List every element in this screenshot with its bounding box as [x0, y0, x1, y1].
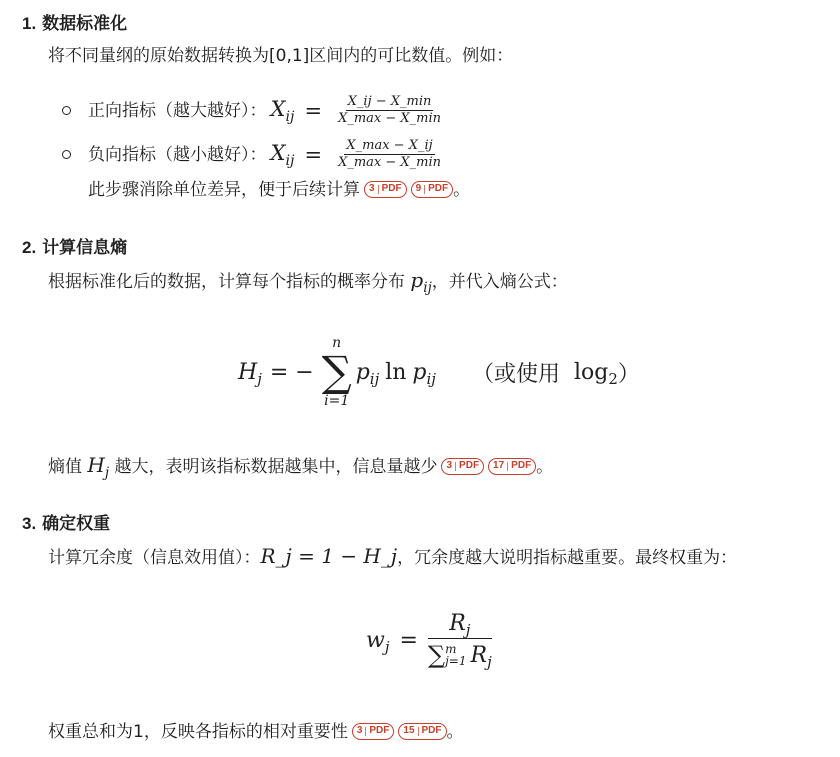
weight-fraction [428, 611, 492, 669]
section-3-note [48, 720, 464, 744]
sum-symbol: ∑ [321, 347, 352, 396]
bullet-negative-label: 负向指标（越小越好）： [88, 144, 267, 165]
entropy-eq: = − [269, 359, 314, 385]
citation-separator [507, 462, 508, 471]
weight-denominator [428, 639, 492, 669]
citation-separator [424, 185, 425, 194]
section-3-intro-text-end: ，冗余度越大说明指标越重要。最终权重为： [397, 548, 738, 568]
log-note-close: ） [617, 361, 640, 387]
sum-lower: i=1 [324, 393, 350, 409]
section-2-heading [22, 233, 127, 258]
section-2-note [48, 453, 553, 480]
entropy-variable: $H_j$ [87, 453, 110, 481]
citation-badge[interactable]: 9 PDF [411, 181, 454, 198]
section-1-note-text: 此步骤消除单位差异，便于后续计算 [88, 180, 360, 200]
section-3-intro-text: 计算冗余度（信息效用值）： [48, 548, 261, 568]
log-note: $\log_2$ [573, 359, 618, 388]
bullet-negative-eq: = [304, 142, 323, 167]
bullet-positive-label: 正向指标（越大越好）： [88, 100, 267, 121]
weight-numerator: $R_j$ [428, 611, 492, 639]
denominator-sum-symbol: ∑ [427, 641, 446, 669]
citation-separator [378, 185, 379, 194]
citation-separator [418, 727, 419, 736]
section-2-number: 2. [22, 238, 37, 257]
citation-separator [365, 727, 366, 736]
sum-upper: n [332, 335, 342, 351]
citation-badge[interactable]: 3 PDF [441, 458, 484, 475]
probability-variable: $p_{ij}$ [410, 268, 432, 296]
entropy-term: $p_{ij}$ [355, 359, 380, 388]
section-1-number: 1. [22, 14, 37, 33]
redundancy-formula: R_j = 1 − H_j [260, 544, 398, 568]
weight-lhs: $w_j$ [366, 627, 390, 656]
denominator-sum-limits [445, 643, 466, 667]
section-2-intro-text-end: ，并代入熵公式： [431, 272, 568, 292]
section-1-heading [22, 9, 127, 34]
bullet-negative-lhs: $X_{ij}$ [270, 141, 295, 169]
sentence-end: 。 [536, 457, 554, 477]
citation-separator [455, 462, 456, 471]
section-3-title: 确定权重 [42, 514, 111, 534]
section-2-note-text: 熵值 [48, 457, 82, 477]
bullet-positive-fraction [336, 95, 443, 126]
section-1-note [88, 178, 470, 202]
section-3-intro [48, 544, 737, 570]
section-1-title: 数据标准化 [42, 14, 128, 34]
citation-badge[interactable]: 3 PDF [352, 723, 395, 740]
citation-badge[interactable]: 15 PDF [398, 723, 446, 740]
ln-operator: ln [385, 359, 407, 385]
bullet-negative-indicator [62, 139, 443, 170]
entropy-term-2: $p_{ij}$ [412, 359, 436, 388]
sentence-end: 。 [453, 180, 471, 200]
bullet-circle-icon [62, 150, 71, 159]
entropy-formula [238, 333, 640, 411]
fraction-numerator: X_ij − X_min [347, 94, 432, 109]
bullet-positive-indicator [62, 95, 443, 126]
denominator-body: $R_j$ [470, 642, 492, 671]
denominator-lower: j=1 [445, 654, 467, 668]
bullet-positive-lhs: $X_{ij}$ [270, 97, 295, 125]
bullet-circle-icon [62, 106, 71, 115]
bullet-negative-fraction [336, 139, 443, 170]
section-2-intro-text: 根据标准化后的数据，计算每个指标的概率分布 [48, 272, 405, 292]
bullet-positive-eq: = [304, 98, 323, 123]
section-3-heading [22, 509, 110, 534]
summation [322, 335, 352, 409]
sentence-end: 。 [446, 722, 464, 742]
denominator-upper: m [445, 642, 457, 656]
section-2-note-text-end: 越大，表明该指标数据越集中，信息量越少 [114, 457, 438, 477]
section-3-number: 3. [22, 514, 37, 533]
weight-eq: = [399, 627, 418, 653]
section-3-note-text: 权重总和为1，反映各指标的相对重要性 [48, 722, 348, 742]
citation-badge[interactable]: 17 PDF [488, 458, 536, 475]
section-2-intro [48, 268, 568, 295]
section-1-intro: 将不同量纲的原始数据转换为[0,1]区间内的可比数值。例如： [48, 46, 514, 66]
fraction-denominator: X_max − X_min [338, 155, 441, 170]
log-note-open: （或使用 [471, 361, 560, 387]
fraction-numerator: X_max − X_ij [346, 138, 433, 153]
fraction-denominator: X_max − X_min [338, 111, 441, 126]
entropy-lhs: $H_j$ [238, 359, 262, 388]
weight-formula [366, 605, 492, 675]
citation-badge[interactable]: 3 PDF [364, 181, 407, 198]
section-2-title: 计算信息熵 [42, 238, 128, 258]
